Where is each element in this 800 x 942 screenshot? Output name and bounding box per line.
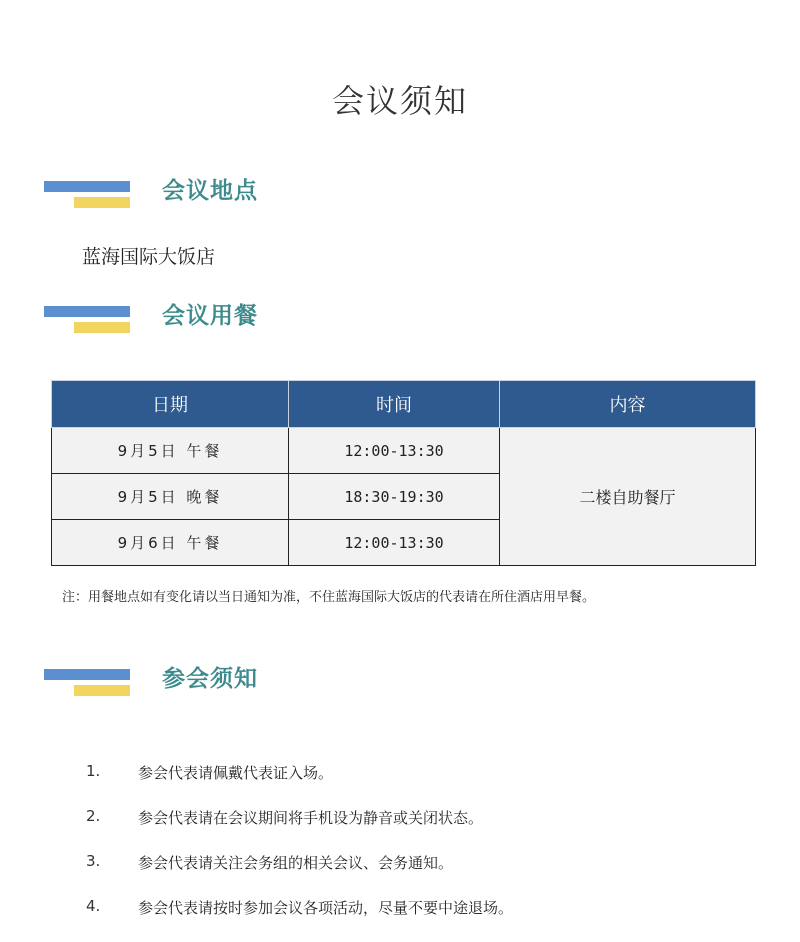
decor-yellow-bar: [74, 685, 130, 696]
decor-blue-bar: [44, 306, 130, 317]
venue-name: 蓝海国际大饭店: [82, 246, 216, 268]
list-item-text: 参会代表请在会议期间将手机设为静音或关闭状态。: [138, 809, 484, 827]
header-content: 内容: [500, 381, 756, 428]
row-content: 二楼自助餐厅: [500, 428, 756, 566]
row-date: 9月6日 午餐: [52, 520, 289, 566]
row-time: 12:00-13:30: [289, 520, 500, 566]
header-time: 时间: [289, 381, 500, 428]
list-item: [86, 762, 766, 807]
list-item-number: 2.: [86, 807, 101, 825]
row-time: 12:00-13:30: [289, 428, 500, 474]
meals-section-title: 会议用餐: [162, 303, 258, 329]
header-date: 日期: [52, 381, 289, 428]
row-time: 18:30-19:30: [289, 474, 500, 520]
list-item: [86, 897, 766, 942]
decor-blue-bar: [44, 181, 130, 192]
table-row: [52, 428, 756, 474]
decor-blue-bar: [44, 669, 130, 680]
decor-yellow-bar: [74, 322, 130, 333]
rules-section-title: 参会须知: [162, 666, 258, 692]
decor-yellow-bar: [74, 197, 130, 208]
list-item-number: 3.: [86, 852, 101, 870]
table-header-row: [52, 381, 756, 428]
rules-list: [86, 762, 766, 942]
row-date: 9月5日 午餐: [52, 428, 289, 474]
list-item-number: 1.: [86, 762, 101, 780]
list-item: [86, 852, 766, 897]
list-item-text: 参会代表请佩戴代表证入场。: [138, 764, 334, 782]
rules-section-header: [44, 666, 444, 709]
meals-section-header: [44, 303, 444, 346]
venue-section-header: [44, 178, 444, 221]
list-item-text: 参会代表请按时参加会议各项活动，尽量不要中途退场。: [138, 899, 514, 917]
meal-schedule-table: [51, 380, 756, 566]
venue-section-title: 会议地点: [162, 178, 258, 204]
list-item-text: 参会代表请关注会务组的相关会议、会务通知。: [138, 854, 454, 872]
list-item-number: 4.: [86, 897, 101, 915]
page-title: 会议须知: [331, 82, 468, 120]
list-item: [86, 807, 766, 852]
row-date: 9月5日 晚餐: [52, 474, 289, 520]
meal-note: 注：用餐地点如有变化请以当日通知为准，不住蓝海国际大饭店的代表请在所住酒店用早餐。: [62, 590, 596, 605]
